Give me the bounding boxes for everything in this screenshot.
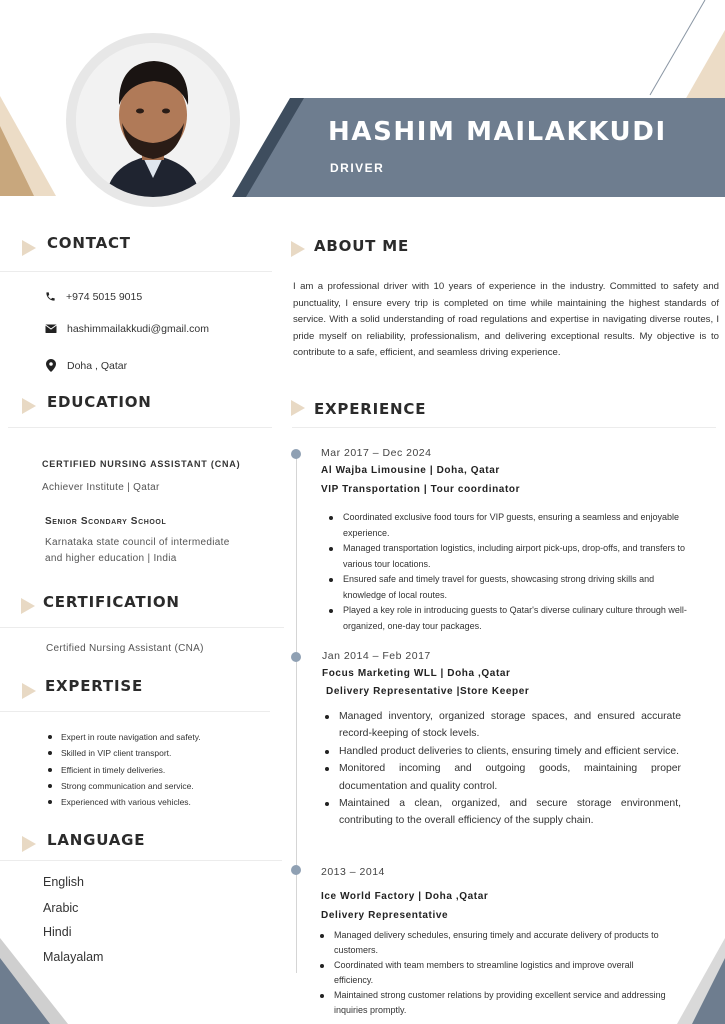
timeline-line — [296, 453, 297, 973]
phone-number[interactable]: +974 5015 9015 — [66, 291, 143, 303]
job-company: Ice World Factory | Doha ,Qatar — [321, 891, 489, 902]
profile-photo — [76, 43, 230, 197]
education-title: EDUCATION — [47, 393, 152, 411]
language-item: Arabic — [43, 901, 79, 915]
job-bullet: Managed transportation logistics, including airport pick-ups, drop-offs, and transfers to various tour locations. — [329, 541, 699, 572]
location-icon — [46, 359, 56, 372]
job-date: 2013 – 2014 — [321, 866, 385, 878]
language-marker — [22, 836, 36, 852]
job-position: Delivery Representative — [321, 910, 449, 921]
expertise-item: Strong communication and service. — [48, 778, 201, 794]
job-date: Jan 2014 – Feb 2017 — [322, 650, 431, 662]
expertise-divider — [0, 711, 270, 712]
expertise-title: EXPERTISE — [45, 677, 143, 695]
job-bullets — [329, 510, 699, 634]
about-title: ABOUT ME — [314, 237, 410, 255]
job-bullet: Maintained a clean, organized, and secure storage environment, contributing to the overall efficiency of the supply chain. — [325, 795, 681, 830]
timeline-dot — [291, 652, 301, 662]
contact-title: CONTACT — [47, 234, 131, 252]
education-marker — [22, 398, 36, 414]
job-position: VIP Transportation | Tour coordinator — [321, 484, 521, 495]
about-marker — [291, 241, 305, 257]
experience-divider — [292, 427, 716, 428]
top-right-decoration — [640, 0, 725, 100]
job-bullet: Maintained strong customer relations by providing excellent service and addressing inquiries promptly. — [320, 988, 670, 1018]
top-left-decoration — [0, 96, 60, 196]
job-bullet: Handled product deliveries to clients, ensuring timely and efficient service. — [325, 743, 681, 760]
experience-title: EXPERIENCE — [314, 400, 427, 418]
job-bullet: Managed delivery schedules, ensuring timely and accurate delivery of products to customers. — [320, 928, 670, 958]
email-icon — [45, 323, 57, 334]
job-bullet: Monitored incoming and outgoing goods, maintaining proper documentation and quality control. — [325, 760, 681, 795]
education-item-line: Karnataka state council of intermediate — [45, 537, 230, 548]
phone-icon — [45, 291, 56, 302]
job-bullet: Played a key role in introducing guests to Qatar's diverse culinary culture through well-organized, one-day tour packages. — [329, 603, 699, 634]
education-item-line: and higher education | India — [45, 553, 177, 564]
language-title: LANGUAGE — [47, 831, 146, 849]
timeline-dot — [291, 865, 301, 875]
certification-item: Certified Nursing Assistant (CNA) — [46, 643, 204, 654]
expertise-item: Experienced with various vehicles. — [48, 794, 201, 810]
education-item-title: Senior Scondary School — [45, 516, 167, 527]
experience-marker — [291, 400, 305, 416]
timeline-dot — [291, 449, 301, 459]
candidate-role: DRIVER — [330, 161, 385, 175]
certification-title: CERTIFICATION — [43, 593, 180, 611]
certification-marker — [21, 598, 35, 614]
location-text: Doha , Qatar — [67, 360, 128, 372]
header-bar — [246, 98, 725, 197]
education-item-title: CERTIFIED NURSING ASSISTANT (CNA) — [42, 459, 241, 469]
job-bullet: Ensured safe and timely travel for guests, showcasing strong driving skills and knowledge of local routes. — [329, 572, 699, 603]
job-bullet: Coordinated exclusive food tours for VIP guests, ensuring a seamless and enjoyable experience. — [329, 510, 699, 541]
contact-divider — [0, 271, 272, 272]
certification-divider — [0, 627, 284, 628]
job-company: Al Wajba Limousine | Doha, Qatar — [321, 465, 500, 476]
job-bullet: Managed inventory, organized storage spaces, and ensured accurate record-keeping of stock levels. — [325, 708, 681, 743]
job-position: Delivery Representative |Store Keeper — [326, 686, 530, 697]
language-divider — [0, 860, 282, 861]
education-item-line: Achiever Institute | Qatar — [42, 482, 160, 493]
expertise-item: Efficient in timely deliveries. — [48, 762, 201, 778]
job-company: Focus Marketing WLL | Doha ,Qatar — [322, 668, 511, 679]
language-item: Hindi — [43, 925, 72, 939]
candidate-name: HASHIM MAILAKKUDI — [328, 117, 667, 147]
language-item: Malayalam — [43, 950, 104, 964]
job-bullets — [320, 928, 670, 1018]
expertise-marker — [22, 683, 36, 699]
expertise-item: Expert in route navigation and safety. — [48, 729, 201, 745]
job-bullet: Coordinated with team members to streamline logistics and improve overall efficiency. — [320, 958, 670, 988]
expertise-item: Skilled in VIP client transport. — [48, 745, 201, 761]
job-bullets — [325, 708, 681, 830]
email-address[interactable]: hashimmailakkudi@gmail.com — [67, 323, 209, 335]
language-item: English — [43, 875, 84, 889]
about-text: I am a professional driver with 10 years of experience in the industry. Committed to safety and punctuality, I ensure every trip is completed on time while maintaining the highest standards of service. With a solid understanding of road regulations and expertise in navigating diverse routes, I pride myself on reliability, professionalism, and delivering exceptional results. My objective is to contribute to a safe, efficient, and seamless driving experience. — [293, 281, 719, 359]
education-divider — [8, 427, 272, 428]
expertise-list — [48, 729, 201, 810]
contact-marker — [22, 240, 36, 256]
job-date: Mar 2017 – Dec 2024 — [321, 447, 432, 459]
bottom-right-decoration — [672, 938, 725, 1024]
